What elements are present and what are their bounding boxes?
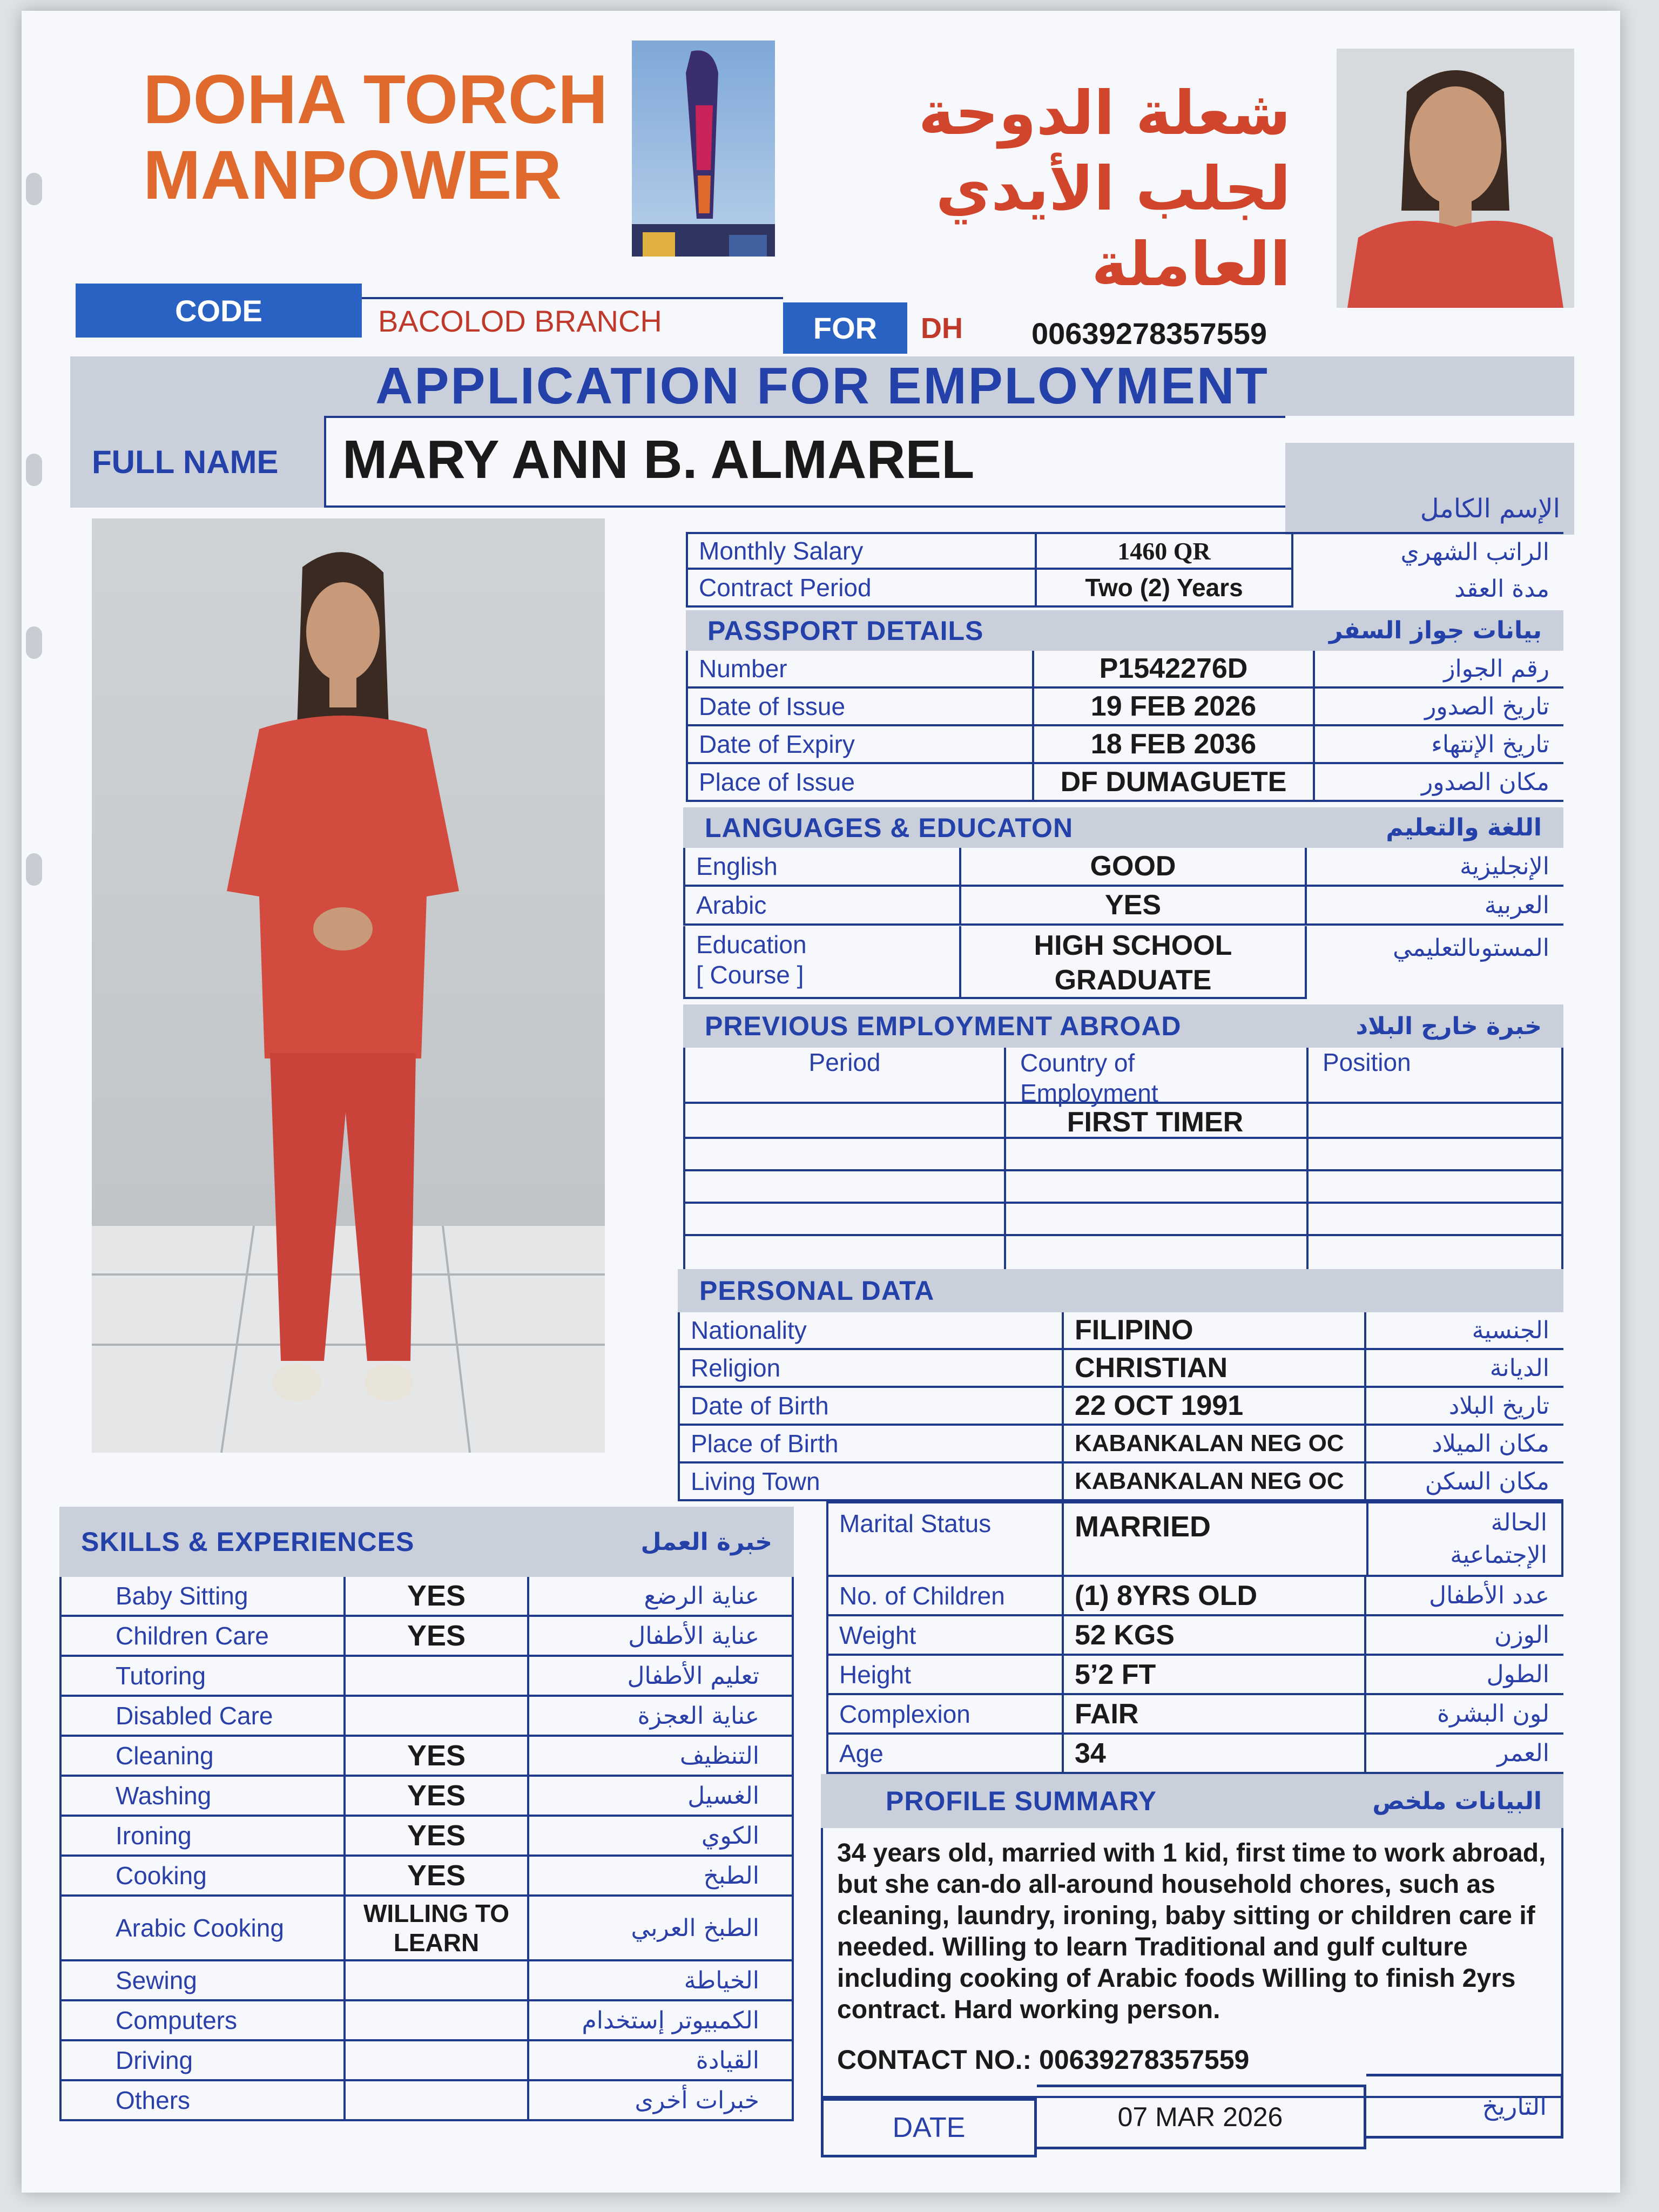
table-divider [1306,1048,1309,1272]
skill-row-label-ar: الغسيل [529,1777,794,1817]
skill-row-label: Cooking [59,1857,346,1897]
personal-row-label: Height [826,1656,1064,1695]
education-value-line2: GRADUATE [1054,965,1212,996]
company-name-ar-line1: شعلة الدوحة [918,78,1291,149]
languages-section-header [683,807,1563,848]
skill-row-label-ar: الكوي [529,1817,794,1857]
column-period: Period [808,1048,881,1076]
personal-row-value: CHRISTIAN [1064,1350,1366,1388]
personal-row-value: (1) 8YRS OLD [1064,1577,1366,1616]
previous-employment-table [683,1048,1563,1274]
language-row-label-ar: الإنجليزية [1307,848,1563,887]
personal-row-label-ar: الطول [1366,1656,1563,1695]
table-divider [685,1202,1563,1204]
full-name-value: MARY ANN B. ALMAREL [324,416,1285,508]
torch-tower-logo [632,41,775,257]
date-label-ar: التاريخ [1366,2074,1563,2139]
contact-value: 00639278357559 [1039,2045,1250,2075]
education-value-line1: HIGH SCHOOL [1034,930,1232,961]
language-row-label: English [683,848,961,887]
languages-title: LANGUAGES & EDUCATON [705,812,1074,843]
column-position: Position [1323,1048,1411,1076]
previous-employment-title: PREVIOUS EMPLOYMENT ABROAD [705,1011,1182,1041]
personal-row-label-ar: الوزن [1366,1616,1563,1656]
skill-row-label: Computers [59,2001,346,2041]
date-label: DATE [821,2098,1037,2157]
marital-ar-line1: الحالة [1491,1509,1547,1536]
personal-row-label: Living Town [678,1464,1064,1501]
monthly-salary-label: Monthly Salary [686,532,1037,570]
skill-row-label-ar: التنظيف [529,1737,794,1777]
personal-row-label-ar: الجنسية [1366,1312,1563,1350]
education-label-line1: Education [696,930,807,959]
passport-row-label: Place of Issue [686,764,1034,802]
column-country-line1: Country of [1020,1049,1135,1077]
education-label-line2: [ Course ] [696,961,804,989]
personal-data-title: PERSONAL DATA [699,1276,935,1306]
column-country [1020,1048,1301,1108]
previous-employment-title-ar: خبرة خارج البلاد [1355,1012,1542,1040]
profile-summary-title-ar: البيانات ملخص [1372,1787,1542,1815]
skill-row-label: Sewing [59,1961,346,2001]
skill-row-label: Baby Sitting [59,1577,346,1617]
skill-row-label-ar: عناية العجزة [529,1697,794,1737]
company-name-en [143,62,608,213]
previous-employment-header [683,1004,1563,1048]
contact-label: CONTACT NO.: [837,2045,1032,2075]
skill-row-label: Washing [59,1777,346,1817]
skill-row-value [346,1961,529,2001]
personal-row-label-ar: لون البشرة [1366,1695,1563,1735]
skill-row-value: YES [346,1777,529,1817]
skill-row-value [346,2001,529,2041]
personal-row-label-ar: تاريخ البلاد [1366,1388,1563,1426]
binder-hole [26,853,42,886]
company-name-ar-line2: لجلب الأيدي العاملة [935,154,1291,300]
date-value: 07 MAR 2026 [1037,2085,1366,2149]
column-country-line2: Employment [1020,1079,1158,1107]
personal-row-value: KABANKALAN NEG OC [1064,1426,1366,1464]
monthly-salary-value: 1460 QR [1037,532,1293,570]
form-title: APPLICATION FOR EMPLOYMENT [70,356,1574,416]
skill-row-value: YES [346,1577,529,1617]
table-divider [685,1169,1563,1171]
contract-period-label: Contract Period [686,570,1037,608]
personal-row-label: No. of Children [826,1577,1064,1616]
personal-row-label-ar: عدد الأطفال [1366,1577,1563,1616]
skill-row-label: Tutoring [59,1657,346,1697]
binder-hole [26,454,42,486]
marital-status-value: MARRIED [1064,1501,1366,1577]
passport-section-header [686,610,1563,651]
marital-status-label: Marital Status [826,1501,1064,1577]
profile-summary-text: 34 years old, married with 1 kid, first time to work abroad, but she can-do all-around household chores, such as cleaning, laundry, ironing, baby sitting or children care if needed. Willing to learn Traditional and gulf culture including cooking of Arabic foods Willing to finish 2yrs contract. Hard working person. [837,1839,1546,2024]
personal-row-label: Nationality [678,1312,1064,1350]
skill-row-label-ar: خبرات أخرى [529,2081,794,2121]
applicant-headshot [1337,49,1574,308]
skill-row-value: WILLING TO LEARN [346,1897,529,1961]
binder-hole [26,173,42,205]
personal-row-label: Religion [678,1350,1064,1388]
skill-row-value: YES [346,1737,529,1777]
first-row-country: FIRST TIMER [1067,1107,1244,1138]
personal-row-value: 34 [1064,1735,1366,1774]
for-value: DH [921,312,963,345]
company-name-line2: MANPOWER [143,137,562,214]
skill-row-value [346,2041,529,2081]
passport-row-label-ar: رقم الجواز [1315,651,1563,689]
passport-row-label: Date of Expiry [686,726,1034,764]
table-divider [685,1234,1563,1236]
personal-row-value: KABANKALAN NEG OC [1064,1464,1366,1501]
passport-row-label-ar: تاريخ الإنتهاء [1315,726,1563,764]
skill-row-label: Driving [59,2041,346,2081]
skill-row-label-ar: الطبخ العربي [529,1897,794,1961]
personal-row-label: Age [826,1735,1064,1774]
contract-period-value: Two (2) Years [1037,570,1293,608]
personal-row-label: Complexion [826,1695,1064,1735]
skill-row-label-ar: القيادة [529,2041,794,2081]
personal-row-label: Date of Birth [678,1388,1064,1426]
full-name-label-ar: الإسم الكامل [1285,443,1574,535]
applicant-full-photo [92,518,605,1453]
skills-title-ar: خبرة العمل [640,1528,772,1556]
skill-row-label: Ironing [59,1817,346,1857]
skill-row-label-ar: تعليم الأطفال [529,1657,794,1697]
skill-row-label: Cleaning [59,1737,346,1777]
skill-row-value: YES [346,1617,529,1657]
company-name-line1: DOHA TORCH [143,61,608,138]
personal-row-label: Weight [826,1616,1064,1656]
passport-row-value: P1542276D [1034,651,1315,689]
skills-section-header [59,1507,794,1577]
personal-data-header [678,1269,1563,1312]
contract-period-label-ar: مدة العقد [1454,575,1549,603]
skill-row-value [346,2081,529,2121]
passport-row-value: 19 FEB 2026 [1034,689,1315,726]
personal-row-label: Place of Birth [678,1426,1064,1464]
skill-row-value: YES [346,1817,529,1857]
contact-line [837,2044,1249,2075]
skill-row-label: Disabled Care [59,1697,346,1737]
marital-status-label-ar [1366,1501,1563,1577]
skill-row-label-ar: عناية الأطفال [529,1617,794,1657]
skill-row-value: YES [346,1857,529,1897]
code-label: CODE [76,284,362,338]
passport-row-value: 18 FEB 2036 [1034,726,1315,764]
passport-row-label-ar: تاريخ الصدور [1315,689,1563,726]
monthly-salary-label-ar: الراتب الشهري [1293,532,1563,570]
language-row-label-ar: العربية [1307,887,1563,926]
company-name-ar [815,76,1291,302]
education-label-ar: المستوىالتعليمي [1393,934,1549,962]
personal-row-label-ar: مكان السكن [1366,1464,1563,1501]
skill-row-label: Children Care [59,1617,346,1657]
personal-row-value: FILIPINO [1064,1312,1366,1350]
application-sheet [22,11,1620,2193]
passport-row-label: Date of Issue [686,689,1034,726]
education-value [961,926,1307,999]
personal-row-label-ar: الديانة [1366,1350,1563,1388]
code-value: BACOLOD BRANCH [362,297,783,343]
personal-row-value: 52 KGS [1064,1616,1366,1656]
skills-title: SKILLS & EXPERIENCES [81,1527,415,1557]
personal-row-value: 5’2 FT [1064,1656,1366,1695]
language-row-value: GOOD [961,848,1307,887]
marital-ar-line2: الإجتماعية [1450,1541,1547,1569]
language-row-label: Arabic [683,887,961,926]
passport-row-label-ar: مكان الصدور [1315,764,1563,802]
skill-row-label-ar: عناية الرضع [529,1577,794,1617]
language-row-value: YES [961,887,1307,926]
skill-row-value [346,1697,529,1737]
passport-title: PASSPORT DETAILS [707,615,984,646]
personal-row-value: 22 OCT 1991 [1064,1388,1366,1426]
passport-title-ar: بيانات جواز السفر [1328,617,1542,644]
education-label [683,926,961,999]
personal-row-label-ar: العمر [1366,1735,1563,1774]
skill-row-value [346,1657,529,1697]
passport-row-value: DF DUMAGUETE [1034,764,1315,802]
binder-hole [26,626,42,659]
personal-row-label-ar: مكان الميلاد [1366,1426,1563,1464]
languages-title-ar: اللغة والتعليم [1386,814,1542,841]
full-name-label: FULL NAME [70,416,324,508]
skill-row-label-ar: الخياطة [529,1961,794,2001]
skill-row-label: Others [59,2081,346,2121]
skill-row-label-ar: الكمبيوتر إستخدام [529,2001,794,2041]
skill-row-label: Arabic Cooking [59,1897,346,1961]
code-phone: 00639278357559 [1031,316,1267,350]
profile-summary-title: PROFILE SUMMARY [886,1786,1157,1816]
skill-row-label-ar: الطبخ [529,1857,794,1897]
table-divider [1004,1048,1006,1272]
profile-summary-header [821,1774,1563,1828]
passport-row-label: Number [686,651,1034,689]
for-label: FOR [783,302,907,354]
profile-summary-box [821,1828,1563,2098]
personal-row-value: FAIR [1064,1695,1366,1735]
